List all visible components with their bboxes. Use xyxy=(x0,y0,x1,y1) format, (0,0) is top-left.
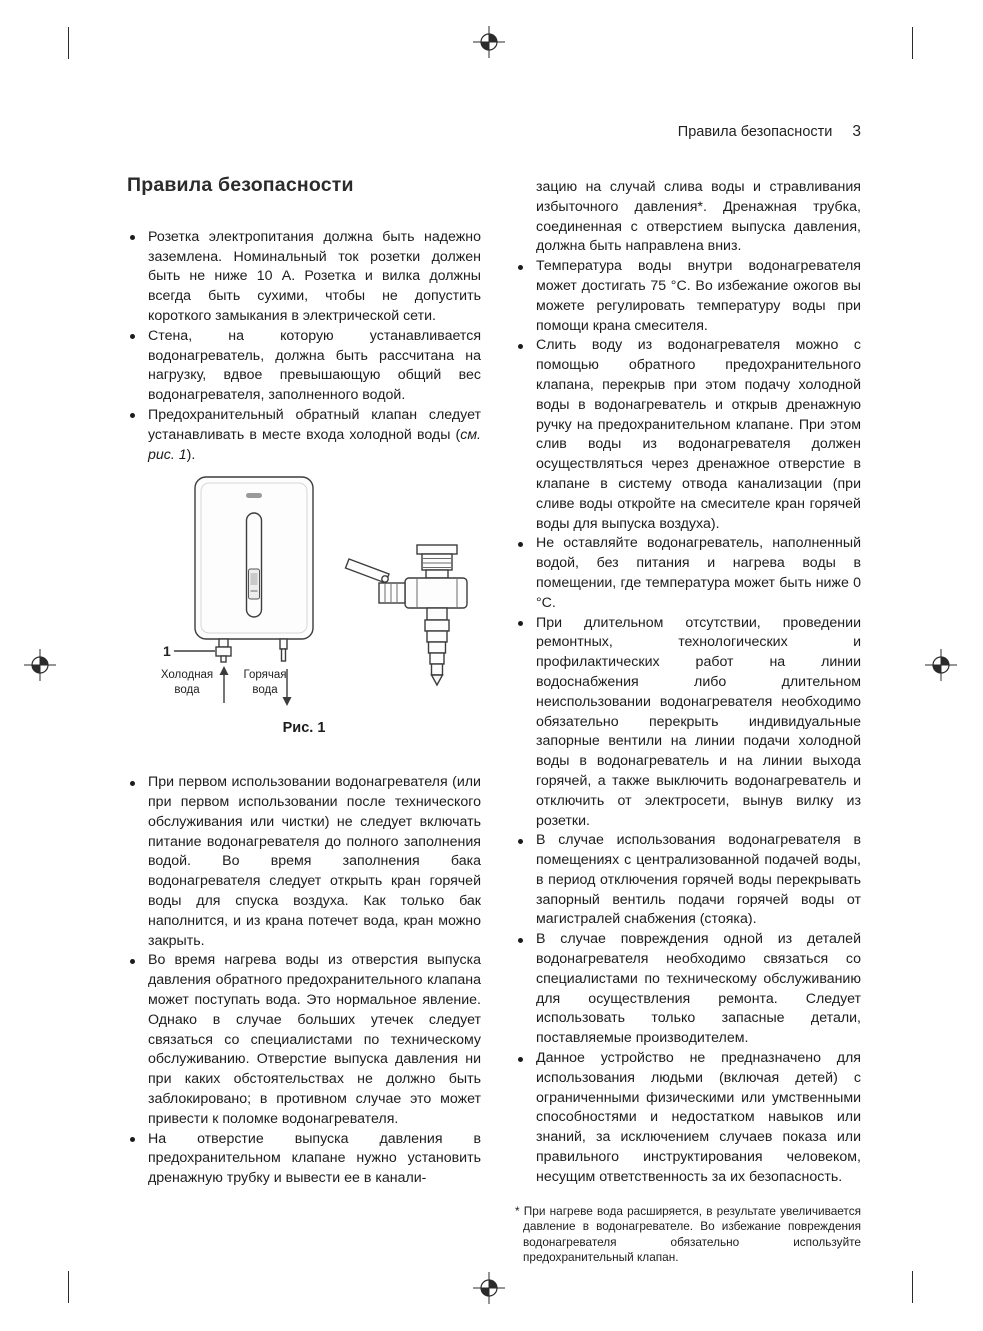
svg-text:вода: вода xyxy=(252,684,278,697)
crop-mark-bottom-right xyxy=(912,1271,913,1303)
list-item-text: Во время нагрева воды из отверстия выпуска давления обратного предохранительного клапана может поступать вода. Это нормальное явление. Однако в случае больших утечек следует связаться со специалистами по техническому обслуживанию. Отверстие выпуска давления ни при каких обстоятельствах не должно быть заблокировано; в противном случае это может привести к поломке водонагревателя. xyxy=(148,952,481,1127)
running-header-section: Правила безопасности xyxy=(677,124,833,140)
list-item xyxy=(515,1049,861,1188)
list-item-text: Данное устройство не предназначено для использования людьми (включая детей) с ограниченными физическими или умственными способностями и недостатком навыков или знаний, за исключением случаев показа или правильного инструктирования человеком, несущим ответственность за их безопасность. xyxy=(536,1050,861,1185)
figure-1-illustration xyxy=(127,473,481,713)
list-item-text: При длительном отсутствии, проведении ремонтных, технологических и профилактических работ на линии водоснабжения либо длительном неиспользовании водонагревателя необходимо обязательно перекрыть индивидуальные запорные вентили на линии подачи холодной воды в водонагреватель и на линии выхода горячей, а также выключить водонагреватель и отключить от электросети, вынув вилку из розетки. xyxy=(536,614,861,829)
list-item-text: ). xyxy=(186,446,196,463)
list-item-text: Температура воды внутри водонагревателя может достигать 75 °C. Во избежание ожогов вы можете регулировать температуру воды при помощи крана смесителя. xyxy=(536,258,861,334)
continued-paragraph: зацию на случай слива воды и стравливания избыточного давления*. Дренажная трубка, соединенная с отверстием выпуска давления, должна быть направлена вниз. xyxy=(536,179,861,255)
figure-reference: см. рис. 1 xyxy=(148,426,481,463)
list-item xyxy=(127,327,481,406)
running-header xyxy=(515,123,861,141)
callout-1 xyxy=(163,643,215,659)
registration-mark-icon xyxy=(925,649,957,681)
hot-water-label xyxy=(244,669,287,696)
safety-rules-list-right xyxy=(515,257,861,1187)
registration-mark-icon xyxy=(473,1272,505,1304)
right-column xyxy=(515,178,861,1278)
list-item-text: В случае использования водонагревателя в помещениях с централизованной подачей воды, в период отключения горячей воды перекрывать запорный вентиль подачи горячей воды от магистралей снабжения (стояка). xyxy=(536,832,861,928)
list-item xyxy=(127,951,481,1129)
list-item-text: Слить воду из водонагревателя можно с помощью обратного предохранительного клапана, перекрыв при этом подачу холодной воды в водонагреватель и открыв дренажную ручку на предохранительном клапане. При этом слив воды из водонагревателя должен осуществляться через дренажное отверстие в клапане в систему отвода канализации (при сливе воды откройте на смесителе кран горячей воды для выпуска воздуха). xyxy=(536,337,861,532)
list-item xyxy=(515,831,861,930)
list-item-text: Стена, на которую устанавливается водонагреватель, должна быть рассчитана на нагрузку, вдвое превышающую общий вес водонагревателя, заполненного водой. xyxy=(148,327,481,404)
registration-mark-icon xyxy=(473,26,505,58)
figure-caption: Рис. 1 xyxy=(282,720,326,737)
left-column xyxy=(127,176,481,1189)
list-item xyxy=(127,406,481,465)
svg-text:вода: вода xyxy=(174,684,200,697)
crop-mark-top-left xyxy=(68,27,69,59)
safety-rules-list-bottom xyxy=(127,773,481,1189)
list-item-text: Предохранительный обратный клапан следует устанавливать в месте входа холодной воды ( xyxy=(148,406,481,443)
list-item-text: При первом использовании водонагревателя (или при первом использовании после технического обслуживания или чистки) не следует включать питание водонагревателя до полного заполнения водой. Во время заполнения бака водонагревателя следует открыть кран горячей воды для спуска воздуха. Как только бак наполнится, и из крана потечет вода, кран можно закрыть. xyxy=(148,774,481,949)
safety-valve-drawing xyxy=(346,545,468,685)
list-item xyxy=(515,930,861,1049)
list-item-text: На отверстие выпуска давления в предохранительном клапане нужно установить дренажную трубку и вывести ее в канали- xyxy=(148,1130,481,1187)
crop-mark-bottom-left xyxy=(68,1271,69,1303)
brand-logo xyxy=(246,493,262,498)
list-item-text: Розетка электропитания должна быть надежно заземлена. Номинальный ток розетки должен быть не ниже 10 А. Розетка и вилка должны всегда быть сухими, чтобы не допустить короткого замыкания в электрической сети. xyxy=(148,228,481,324)
list-item xyxy=(127,228,481,327)
figure-1 xyxy=(127,473,481,739)
list-item-text: Не оставляйте водонагреватель, наполненный водой, без питания и нагрева воды в помещении, где температура может быть ниже 0 °C. xyxy=(536,535,861,611)
svg-text:Холодная: Холодная xyxy=(160,669,214,682)
svg-text:Горячая: Горячая xyxy=(243,669,287,682)
list-item xyxy=(127,773,481,951)
cold-water-arrow-up-icon xyxy=(220,666,229,703)
safety-rules-list-top xyxy=(127,228,481,466)
registration-mark-icon xyxy=(24,649,56,681)
check-valve-item xyxy=(216,647,231,656)
svg-text:1: 1 xyxy=(163,643,171,660)
list-item xyxy=(515,534,861,613)
page-title: Правила безопасности xyxy=(127,174,354,196)
list-item xyxy=(127,1130,481,1189)
list-item-text: В случае повреждения одной из деталей водонагревателя необходимо связаться со специалистами по техническому обслуживанию для осуществления ремонта. Следует использовать только запасные детали, поставляемые производителем. xyxy=(536,931,861,1047)
page-number: 3 xyxy=(852,123,861,140)
list-item xyxy=(515,614,861,832)
list-item xyxy=(515,257,861,336)
footnote: * При нагреве вода расширяется, в результате увеличивается давление в водонагревателе. Во избежание повреждения водонагревателя обязательно используйте предохранительный клапан. xyxy=(515,1203,861,1265)
list-item xyxy=(515,336,861,534)
cold-water-label xyxy=(161,669,213,696)
water-heater-drawing xyxy=(195,477,313,662)
crop-mark-top-right xyxy=(912,27,913,59)
